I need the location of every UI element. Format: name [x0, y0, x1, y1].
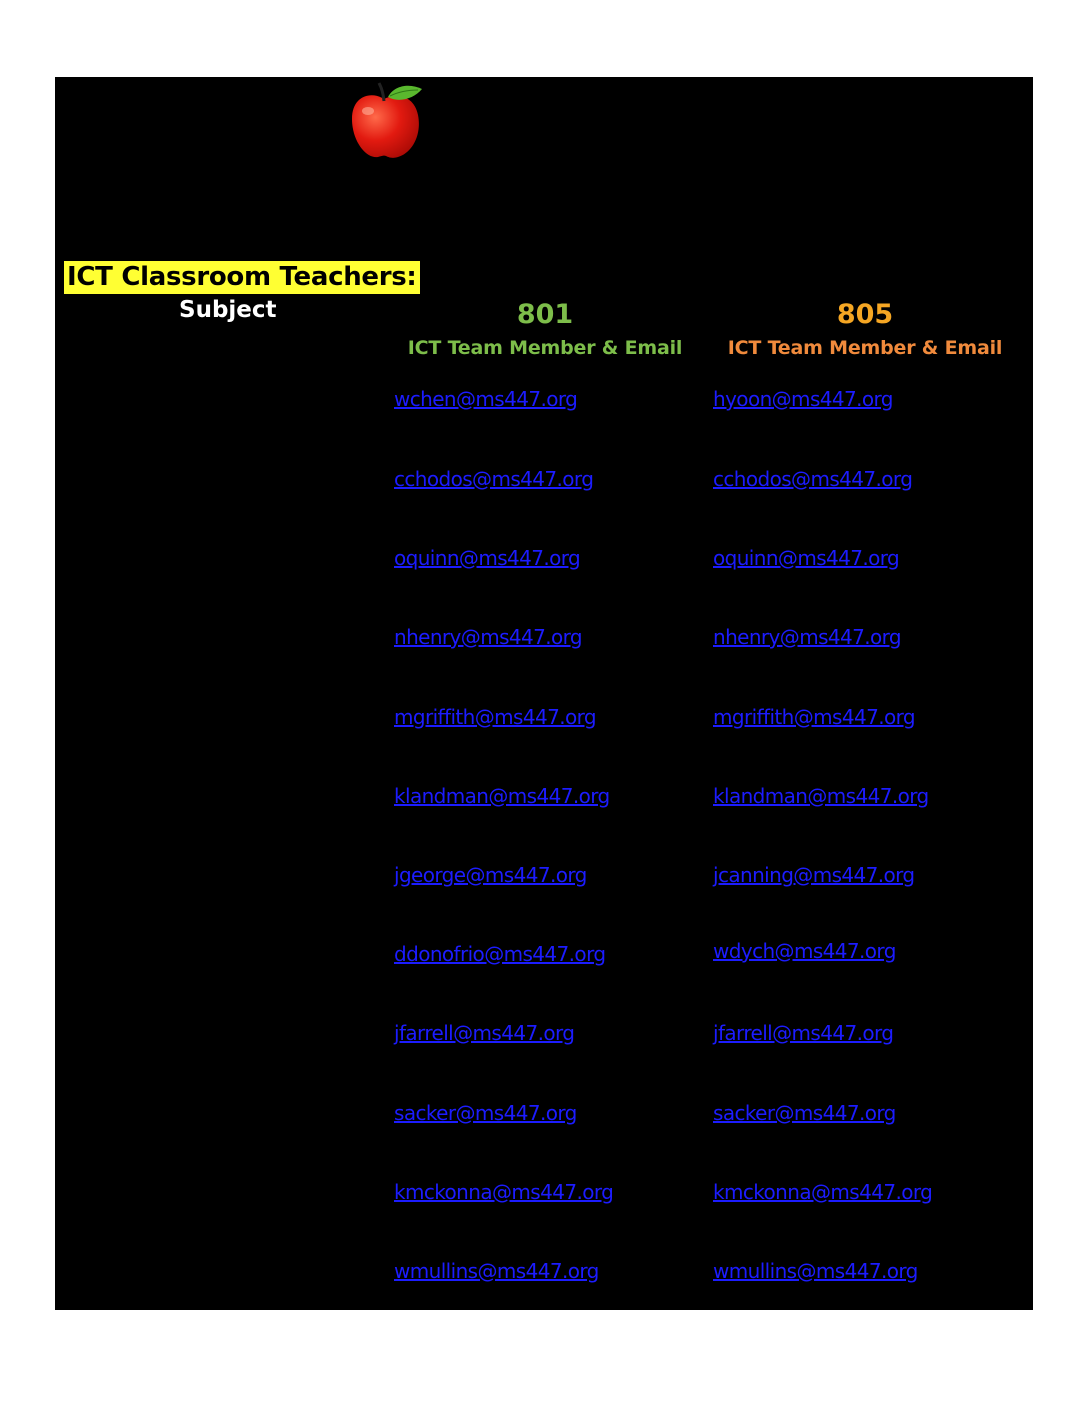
email-link-801[interactable]: cchodos@ms447.org [394, 467, 594, 491]
email-link-805[interactable]: hyoon@ms447.org [713, 387, 893, 411]
room-801-label: ICT Team Member & Email [407, 337, 683, 359]
email-link-805[interactable]: nhenry@ms447.org [713, 625, 902, 649]
email-link-805[interactable]: wmullins@ms447.org [713, 1259, 918, 1283]
apple-icon [348, 81, 424, 161]
section-title: ICT Classroom Teachers: [64, 261, 420, 294]
content-panel [55, 77, 1033, 1310]
room-805-header [715, 299, 1015, 359]
room-801-number: 801 [516, 299, 574, 330]
email-link-805[interactable]: wdych@ms447.org [713, 939, 896, 963]
room-805-label: ICT Team Member & Email [727, 337, 1003, 359]
room-801-header [395, 299, 695, 359]
email-link-801[interactable]: oquinn@ms447.org [394, 546, 581, 570]
email-link-801[interactable]: klandman@ms447.org [394, 784, 610, 808]
email-link-801[interactable]: nhenry@ms447.org [394, 625, 583, 649]
email-link-805[interactable]: jfarrell@ms447.org [713, 1021, 894, 1045]
email-link-801[interactable]: wchen@ms447.org [394, 387, 578, 411]
email-link-805[interactable]: sacker@ms447.org [713, 1101, 896, 1125]
email-link-805[interactable]: oquinn@ms447.org [713, 546, 900, 570]
email-link-805[interactable]: kmckonna@ms447.org [713, 1180, 933, 1204]
email-link-805[interactable]: mgriffith@ms447.org [713, 705, 915, 729]
email-link-805[interactable]: klandman@ms447.org [713, 784, 929, 808]
email-link-801[interactable]: kmckonna@ms447.org [394, 1180, 614, 1204]
subject-column-header: Subject [179, 297, 277, 323]
email-link-801[interactable]: sacker@ms447.org [394, 1101, 577, 1125]
email-link-805[interactable]: jcanning@ms447.org [713, 863, 915, 887]
email-link-801[interactable]: wmullins@ms447.org [394, 1259, 599, 1283]
email-link-801[interactable]: mgriffith@ms447.org [394, 705, 596, 729]
email-link-805[interactable]: cchodos@ms447.org [713, 467, 913, 491]
email-link-801[interactable]: ddonofrio@ms447.org [394, 942, 606, 966]
email-link-801[interactable]: jgeorge@ms447.org [394, 863, 587, 887]
room-805-number: 805 [836, 299, 894, 330]
email-link-801[interactable]: jfarrell@ms447.org [394, 1021, 575, 1045]
